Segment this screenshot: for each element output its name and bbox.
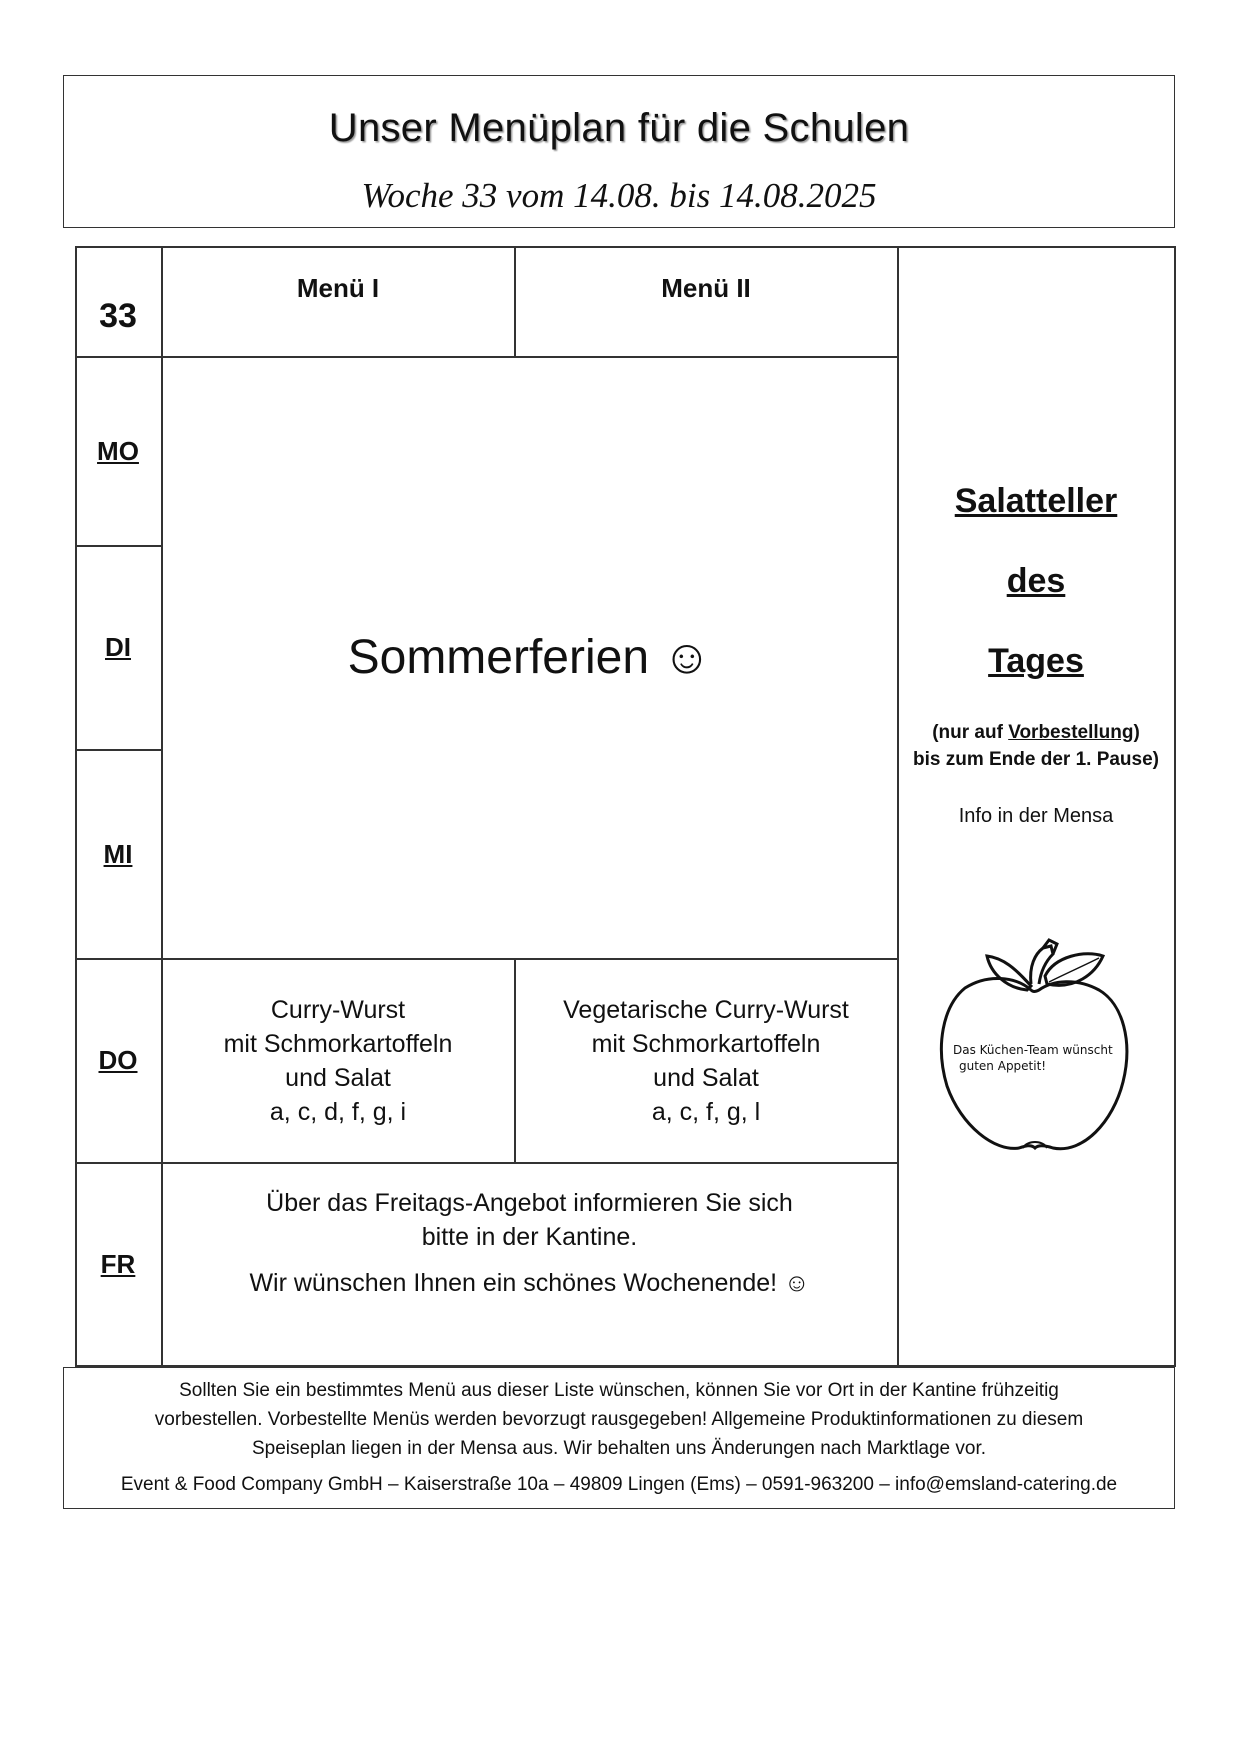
friday-line-1: Über das Freitags-Angebot informieren Sie sich [266, 1189, 793, 1217]
day-tuesday: DI [105, 632, 131, 662]
apple-illustration [935, 926, 1135, 1166]
dish-line: und Salat [285, 1063, 391, 1092]
menu1-header: Menü I [296, 273, 380, 303]
footer-info [74, 1376, 1164, 1463]
thursday-menu1 [162, 959, 514, 1162]
friday-notice [162, 1163, 897, 1323]
friday-line-3: Wir wünschen Ihnen ein schönes Wochenende! ☺ [249, 1269, 810, 1297]
header-box [63, 75, 1175, 228]
allergen-codes: a, c, d, f, g, i [269, 1097, 407, 1126]
dish-line: Vegetarische Curry-Wurst [563, 995, 849, 1024]
dish-line: mit Schmorkartoffeln [223, 1029, 453, 1058]
dish-line: und Salat [653, 1063, 759, 1092]
dish-line: Curry-Wurst [270, 995, 406, 1024]
menu-table [75, 246, 1176, 1367]
footer-box [63, 1367, 1175, 1509]
footer-contact: Event & Food Company GmbH – Kaiserstraße 10a – 49809 Lingen (Ems) – 0591-963200 – info@emsland-catering.de [120, 1474, 1118, 1495]
apple-text-1: Das Küchen-Team wünscht [953, 1043, 1113, 1057]
salad-title-1: Salatteller [954, 481, 1118, 520]
salad-note-preorder: Vorbestellung [1008, 722, 1134, 743]
salad-title-2: des [1006, 561, 1066, 600]
footer-info-line-2: vorbestellen. Vorbestellte Menüs werden bevorzugt rausgegeben! Allgemeine Produktinformationen zu diesem [154, 1409, 1084, 1430]
thursday-menu2 [515, 959, 897, 1162]
holiday-notice: Sommerferien ☺ [347, 631, 712, 684]
dish-line: mit Schmorkartoffeln [591, 1029, 821, 1058]
footer-info-line-3: Speiseplan liegen in der Mensa aus. Wir behalten uns Änderungen nach Marktlage vor. [251, 1438, 987, 1459]
day-friday: FR [100, 1249, 136, 1279]
salad-info: Info in der Mensa [958, 804, 1114, 827]
day-monday: MO [97, 435, 139, 466]
salad-note-prefix: (nur auf [932, 722, 1009, 743]
day-wednesday: MI [103, 838, 133, 869]
day-thursday: DO [98, 1045, 138, 1075]
menu2-header: Menü II [661, 273, 751, 303]
page-title: Unser Menüplan für die Schulen [328, 106, 910, 150]
allergen-codes: a, c, f, g, l [651, 1097, 761, 1126]
friday-line-2: bitte in der Kantine. [421, 1223, 638, 1251]
salad-note: (nur auf Vorbestellung) bis zum Ende der 1. Pause) [898, 716, 1174, 776]
salad-note-line2: bis zum Ende der 1. Pause) [912, 749, 1160, 770]
salad-title-3: Tages [988, 641, 1084, 680]
page-subtitle: Woche 33 vom 14.08. bis 14.08.2025 [361, 176, 877, 215]
week-number: 33 [99, 296, 137, 335]
apple-text-2: guten Appetit! [959, 1059, 1047, 1073]
footer-info-line-1: Sollten Sie ein bestimmtes Menü aus dieser Liste wünschen, können Sie vor Ort in der Kantine frühzeitig [179, 1380, 1059, 1401]
